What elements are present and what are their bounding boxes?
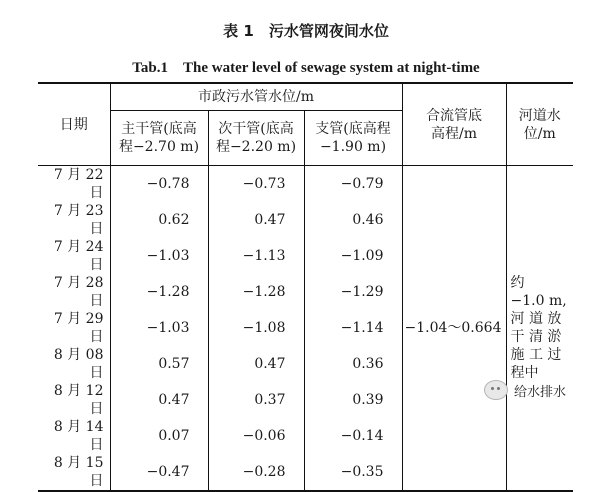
cell-date: 7 月 23 日 [38,202,110,238]
river-note-line: 施 工 过 [510,347,562,363]
cell-secondary: −0.06 [208,418,304,454]
header-main-line1: 主干管(底高 [121,121,197,137]
header-municipal-group: 市政污水管水位/m [110,83,402,111]
cell-main: 0.47 [110,382,208,418]
cell-secondary: −0.73 [208,166,304,203]
cell-main: −1.28 [110,274,208,310]
header-secondary-pipe [208,111,304,166]
river-note-line: −1.0 m, [510,293,567,309]
header-branch-pipe [304,111,402,166]
cell-date: 7 月 29 日 [38,310,110,346]
cell-branch: 0.46 [304,202,402,238]
watermark-text: 给水排水 [514,384,567,400]
watermark [484,380,566,400]
river-note-line: 程中 [510,365,539,381]
table-caption-cn: 表 1 污水管网夜间水位 [223,22,389,40]
cell-branch: −1.09 [304,238,402,274]
cell-main: −1.03 [110,310,208,346]
header-branch-line2: −1.90 m) [319,139,387,155]
cell-branch: −0.14 [304,418,402,454]
cell-branch: −0.79 [304,166,402,203]
header-river [506,83,573,166]
cell-main: −1.03 [110,238,208,274]
cell-secondary: 0.47 [208,202,304,238]
header-secondary-line1: 次干管(底高 [218,121,294,137]
cell-main: −0.78 [110,166,208,203]
cell-branch: −0.35 [304,454,402,491]
header-main-pipe [110,111,208,166]
cell-date: 8 月 14 日 [38,418,110,454]
cell-secondary: 0.37 [208,382,304,418]
cell-branch: 0.36 [304,346,402,382]
wechat-icon [484,380,508,400]
header-main-line2: 程−2.70 m) [118,139,200,155]
header-river-line1: 河道水 [518,107,561,124]
cell-date: 7 月 22 日 [38,166,110,203]
header-river-line2: 位/m [523,125,556,142]
cell-date: 7 月 24 日 [38,238,110,274]
header-secondary-line2: 程−2.20 m) [215,139,297,155]
cell-branch: −1.29 [304,274,402,310]
cell-merge-range: −1.04～0.664 [402,166,506,492]
river-note-line: 干 清 淤 [510,329,562,345]
cell-date: 8 月 08 日 [38,346,110,382]
cell-branch: −1.14 [304,310,402,346]
cell-secondary: −1.28 [208,274,304,310]
cell-date: 7 月 28 日 [38,274,110,310]
cell-secondary: 0.47 [208,346,304,382]
header-date: 日期 [38,83,110,166]
river-note-line: 约 [510,275,525,291]
cell-secondary: −1.08 [208,310,304,346]
table-row [38,166,573,203]
cell-river-note [506,166,573,492]
cell-date: 8 月 12 日 [38,382,110,418]
cell-main: −0.47 [110,454,208,491]
cell-main: 0.62 [110,202,208,238]
header-branch-line1: 支管(底高程 [315,121,391,137]
cell-date: 8 月 15 日 [38,454,110,491]
cell-main: 0.57 [110,346,208,382]
header-merge-line2: 高程/m [431,125,477,142]
header-merge-pipe [402,83,506,166]
cell-main: 0.07 [110,418,208,454]
river-note-line: 河 道 放 [510,311,562,327]
cell-secondary: −1.13 [208,238,304,274]
cell-secondary: −0.28 [208,454,304,491]
table-caption-en: Tab.1 The water level of sewage system at night-time [132,60,480,76]
cell-branch: 0.39 [304,382,402,418]
header-merge-line1: 合流管底 [426,107,482,124]
water-level-table [38,82,573,492]
